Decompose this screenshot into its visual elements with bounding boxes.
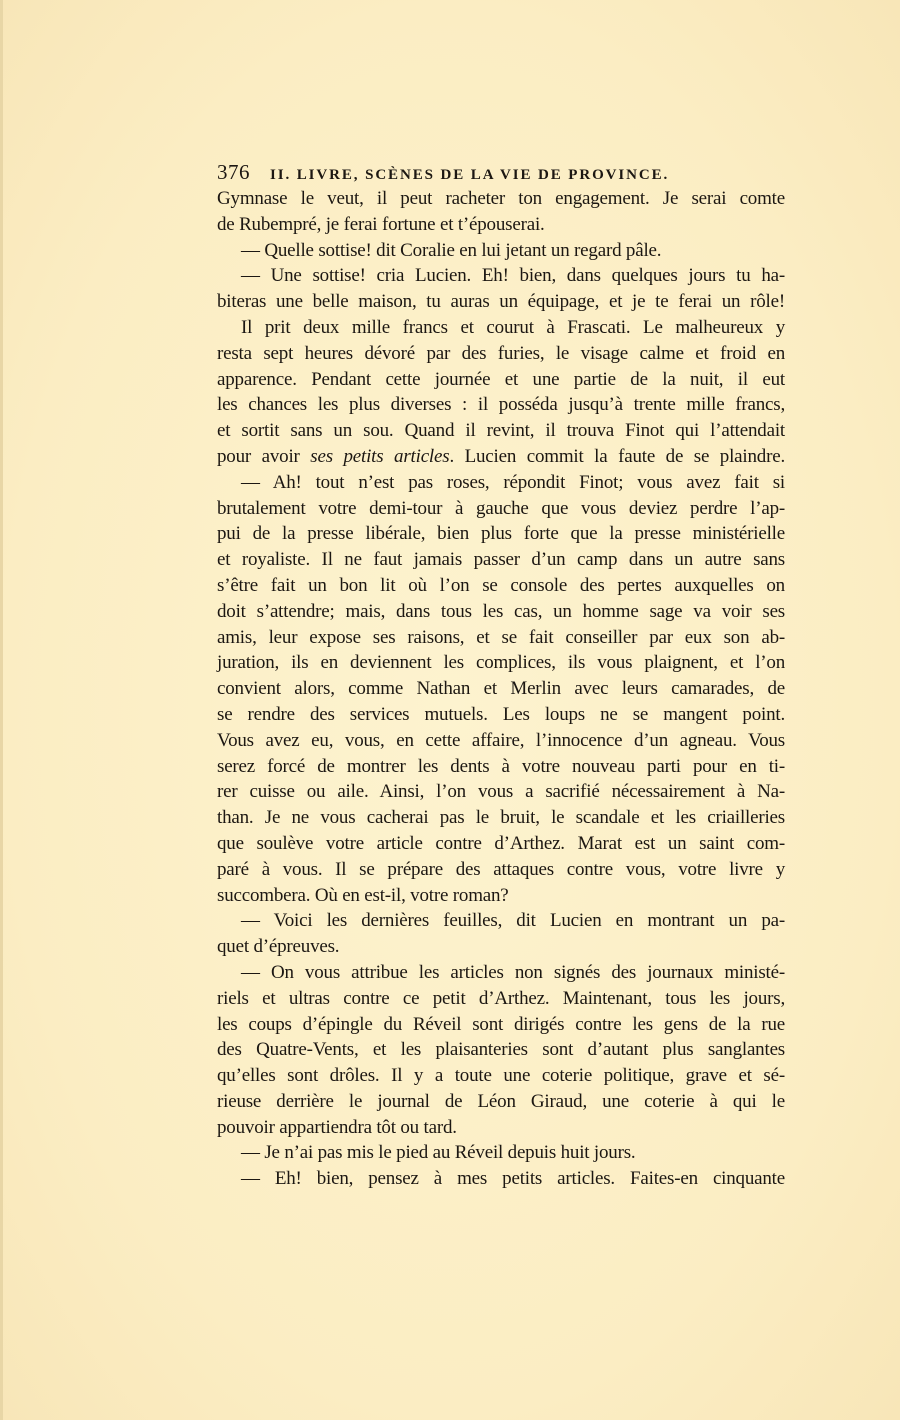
text-line: Vous avez eu, vous, en cette affaire, l’innocence d’un agneau. Vous — [217, 729, 785, 751]
body-text — [217, 186, 785, 1192]
page-number: 376 — [217, 160, 250, 184]
text-line: — Voici les dernières feuilles, dit Lucien en montrant un pa- — [241, 910, 785, 932]
text-line: — Quelle sottise! dit Coralie en lui jetant un regard pâle. — [241, 239, 662, 261]
text-line: que soulève votre article contre d’Arthez. Marat est un saint com- — [217, 832, 785, 854]
text-line-with-italic — [217, 444, 785, 470]
text-segment: . Lucien commit la faute de se plaindre. — [449, 445, 786, 467]
text-segment: pour avoir — [217, 445, 311, 467]
text-line: — Une sottise! cria Lucien. Eh! bien, dans quelques jours tu ha- — [241, 265, 785, 287]
text-line: rieuse derrière le journal de Léon Giraud, une coterie à qui le — [217, 1090, 785, 1112]
text-line: pouvoir appartiendra tôt ou tard. — [217, 1116, 457, 1138]
text-line: succombera. Où en est-il, votre roman? — [217, 884, 509, 906]
text-line: les coups d’épingle du Réveil sont dirigés contre les gens de la rue — [217, 1013, 785, 1035]
text-line: qu’elles sont drôles. Il y a toute une coterie politique, grave et sé- — [217, 1065, 785, 1087]
text-line: quet d’épreuves. — [217, 936, 340, 958]
text-line: convient alors, comme Nathan et Merlin avec leurs camarades, de — [217, 678, 785, 700]
text-line: amis, leur expose ses raisons, et se fait conseiller par eux son ab- — [217, 626, 785, 648]
text-line: than. Je ne vous cacherai pas le bruit, le scandale et les criailleries — [217, 807, 785, 829]
text-line: — Je n’ai pas mis le pied au Réveil depuis huit jours. — [241, 1142, 636, 1164]
text-line: Il prit deux mille francs et courut à Frascati. Le malheureux y — [241, 316, 785, 338]
text-line: resta sept heures dévoré par des furies, le visage calme et froid en — [217, 342, 785, 364]
text-line: serez forcé de montrer les dents à votre nouveau parti pour en ti- — [217, 755, 785, 777]
text-line: — On vous attribue les articles non signés des journaux ministé- — [241, 961, 785, 983]
text-line: de Rubempré, je ferai fortune et t’épouserai. — [217, 213, 545, 235]
text-line: biteras une belle maison, tu auras un équipage, et je te ferai un rôle! — [217, 291, 785, 313]
text-block — [217, 158, 785, 1192]
text-line: Gymnase le veut, il peut racheter ton engagement. Je serai comte — [217, 188, 785, 209]
text-line: rer cuisse ou aile. Ainsi, l’on vous a sacrifié nécessairement à Na- — [217, 781, 785, 803]
text-line: doit s’attendre; mais, dans tous les cas, un homme sage va voir ses — [217, 600, 785, 622]
page-edge — [0, 0, 3, 1420]
text-line: — Eh! bien, pensez à mes petits articles. Faites-en cinquante — [241, 1168, 785, 1190]
text-line: brutalement votre demi-tour à gauche que vous deviez perdre l’ap- — [217, 497, 785, 519]
text-line: se rendre des services mutuels. Les loups ne se mangent point. — [217, 703, 785, 725]
text-line: les chances les plus diverses : il posséda jusqu’à trente mille francs, — [217, 394, 785, 416]
running-head — [217, 158, 785, 186]
text-line: et sortit sans un sou. Quand il revint, il trouva Finot qui l’attendait — [217, 420, 785, 442]
text-line: pui de la presse libérale, bien plus forte que la presse ministérielle — [217, 523, 785, 545]
text-line: paré à vous. Il se prépare des attaques contre vous, votre livre y — [217, 858, 785, 880]
text-line: et royaliste. Il ne faut jamais passer d’un camp dans un autre sans — [217, 549, 785, 571]
running-title: II. LIVRE, SCÈNES DE LA VIE DE PROVINCE. — [270, 167, 670, 183]
text-line: juration, ils en deviennent les complices, ils vous plaignent, et l’on — [217, 652, 785, 674]
text-line: apparence. Pendant cette journée et une partie de la nuit, il eut — [217, 368, 785, 390]
text-line: des Quatre-Vents, et les plaisanteries sont d’autant plus sanglantes — [217, 1039, 785, 1061]
text-line: — Ah! tout n’est pas roses, répondit Finot; vous avez fait si — [241, 471, 785, 493]
text-line: s’être fait un bon lit où l’on se console des pertes auxquelles on — [217, 574, 785, 596]
text-line: riels et ultras contre ce petit d’Arthez. Maintenant, tous les jours, — [217, 987, 785, 1009]
italic-title: ses petits articles — [310, 445, 450, 467]
